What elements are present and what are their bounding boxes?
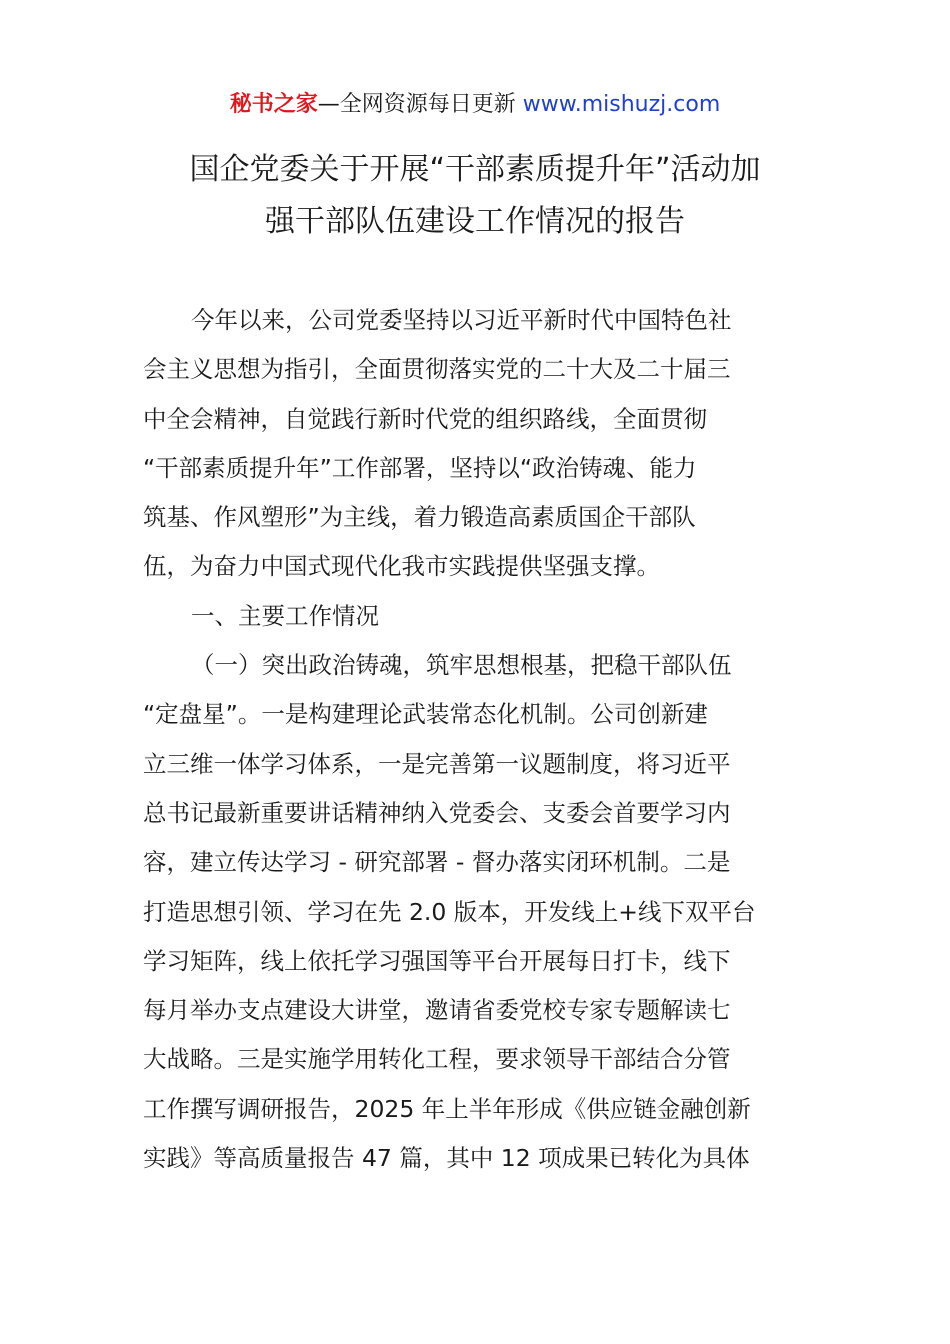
paragraph-line: 今年以来，公司党委坚持以习近平新时代中国特色社 xyxy=(191,306,732,334)
paragraph-line: 工作撰写调研报告，2025 年上半年形成《供应链金融创新 xyxy=(143,1094,751,1123)
document-title xyxy=(120,144,830,248)
site-header xyxy=(0,88,950,122)
paragraph-line: 每月举办支点建设大讲堂，邀请省委党校专家专题解读七 xyxy=(143,996,731,1025)
title-line: 国企党委关于开展“干部素质提升年”活动加 xyxy=(189,152,761,187)
paragraph-line: 容，建立传达学习 - 研究部署 - 督办落实闭环机制。二是 xyxy=(143,848,731,877)
paragraph-line: （一）突出政治铸魂，筑牢思想根基，把稳干部队伍 xyxy=(191,651,732,680)
paragraph-line: 总书记最新重要讲话精神纳入党委会、支委会首要学习内 xyxy=(143,798,731,827)
site-slogan: —全网资源每日更新 xyxy=(317,92,523,117)
paragraph-line: 中全会精神，自觉践行新时代党的组织路线，全面贯彻 xyxy=(143,404,707,433)
paragraph-line: 筑基、作风塑形”为主线，着力锻造高素质国企干部队 xyxy=(143,503,696,532)
paragraph-line: 立三维一体学习体系，一是完善第一议题制度，将习近平 xyxy=(143,749,731,778)
paragraph-line: 大战略。三是实施学用转化工程，要求领导干部结合分管 xyxy=(143,1045,731,1074)
paragraph-line: “定盘星”。一是构建理论武装常态化机制。公司创新建 xyxy=(143,700,708,729)
paragraph-line: “干部素质提升年”工作部署，坚持以“政治铸魂、能力 xyxy=(143,453,697,482)
paragraph-line: 学习矩阵，线上依托学习强国等平台开展每日打卡，线下 xyxy=(143,946,731,975)
title-line: 强干部队伍建设工作情况的报告 xyxy=(265,204,685,239)
paragraph-line: 伍，为奋力中国式现代化我市实践提供坚强支撑。 xyxy=(143,552,660,581)
paragraph-line: 实践》等高质量报告 47 篇，其中 12 项成果已转化为具体 xyxy=(143,1144,750,1173)
site-url-link[interactable]: www.mishuzj.com xyxy=(522,92,721,117)
section-heading: 一、主要工作情况 xyxy=(191,601,379,630)
paragraph-line: 会主义思想为指引，全面贯彻落实党的二十大及二十届三 xyxy=(143,355,731,384)
site-brand: 秘书之家 xyxy=(229,92,318,117)
paragraph-line: 打造思想引领、学习在先 2.0 版本，开发线上+线下双平台 xyxy=(143,897,756,926)
document-body xyxy=(143,296,813,1183)
